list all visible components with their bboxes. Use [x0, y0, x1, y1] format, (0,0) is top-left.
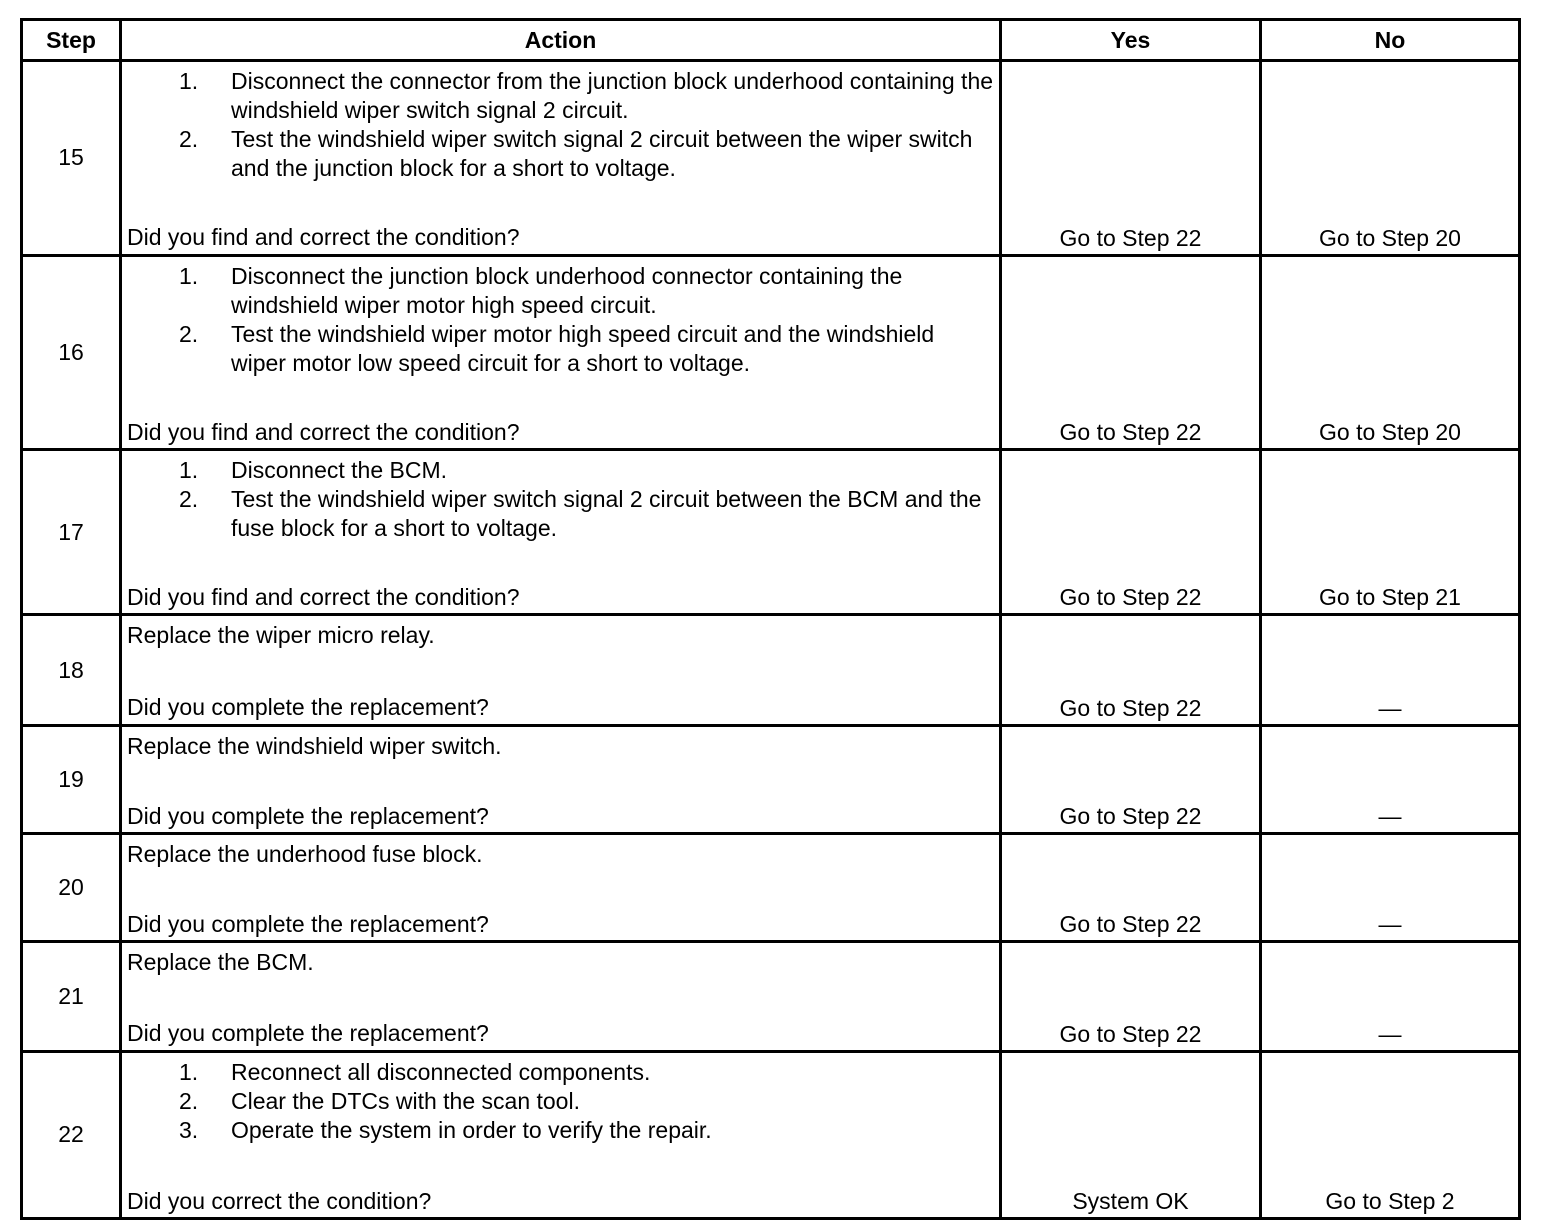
- no-result-cell: [1261, 61, 1520, 256]
- action-content: [122, 1053, 999, 1217]
- yes-result-cell: [1001, 1051, 1261, 1218]
- yes-result-cell: [1001, 255, 1261, 450]
- step-number: 19: [22, 725, 121, 833]
- step-number: 16: [22, 255, 121, 450]
- action-content: [122, 451, 999, 613]
- table-header: [22, 20, 1520, 61]
- action-cell: [121, 61, 1001, 256]
- step-number: 20: [22, 833, 121, 941]
- action-content: [122, 835, 999, 940]
- table-row: [22, 61, 1520, 256]
- action-step-item: [127, 125, 995, 183]
- no-result: Go to Step 2: [1325, 1188, 1455, 1214]
- header-step: Step: [22, 20, 121, 61]
- action-step-text: Disconnect the junction block underhood connector containing the windshield wiper motor high speed circuit.: [231, 262, 903, 318]
- action-cell: [121, 833, 1001, 941]
- no-result-cell: [1261, 725, 1520, 833]
- action-step-number: 2.: [179, 126, 199, 152]
- action-step-text: Disconnect the connector from the junction block underhood containing the windshield wiper switch signal 2 circuit.: [231, 68, 994, 123]
- action-step-item: [127, 320, 995, 378]
- step-number: 21: [22, 942, 121, 1051]
- action-step-item: [127, 1116, 995, 1145]
- no-result: Go to Step 21: [1319, 584, 1461, 611]
- yes-result: System OK: [1072, 1188, 1189, 1214]
- action-step-number: 3.: [179, 1116, 199, 1143]
- header-row: [22, 20, 1520, 61]
- table-row: [22, 1051, 1520, 1218]
- action-question: Did you complete the replacement?: [127, 910, 489, 937]
- action-steps-list: [127, 262, 995, 378]
- no-result: —: [1378, 802, 1402, 829]
- action-step-number: 2.: [179, 320, 199, 347]
- action-steps-list: [127, 67, 995, 183]
- action-cell: [121, 450, 1001, 615]
- action-content: [122, 943, 999, 1049]
- table-row: [22, 725, 1520, 833]
- action-instruction: Replace the windshield wiper switch.: [127, 732, 502, 759]
- table-row: [22, 255, 1520, 450]
- yes-result-cell: [1001, 833, 1261, 941]
- action-step-text: Test the windshield wiper switch signal 2 circuit between the BCM and the fuse block for a short to voltage.: [231, 486, 982, 541]
- action-step-number: 1.: [179, 1058, 199, 1085]
- yes-result: Go to Step 22: [1059, 419, 1202, 445]
- yes-result: Go to Step 22: [1059, 1020, 1202, 1047]
- table-row: [22, 450, 1520, 615]
- no-result: —: [1378, 1020, 1402, 1047]
- table-row: [22, 833, 1520, 941]
- table-body: [22, 61, 1520, 1219]
- yes-result-cell: [1001, 725, 1261, 833]
- action-cell: [121, 1051, 1001, 1218]
- action-step-number: 1.: [179, 457, 199, 483]
- action-steps-list: [127, 456, 995, 543]
- action-step-text: Clear the DTCs with the scan tool.: [231, 1087, 580, 1114]
- action-instruction: Replace the wiper micro relay.: [127, 622, 435, 649]
- action-step-number: 1.: [179, 262, 199, 289]
- action-step-number: 2.: [179, 1087, 199, 1114]
- step-number: 15: [22, 61, 121, 256]
- diagnostic-table: [20, 18, 1521, 1220]
- action-steps-list: [127, 1058, 995, 1145]
- action-step-text: Test the windshield wiper motor high speed circuit and the windshield wiper motor low speed circuit for a short to voltage.: [231, 320, 935, 376]
- action-question: Did you find and correct the condition?: [127, 584, 520, 610]
- yes-result: Go to Step 22: [1059, 224, 1202, 251]
- action-step-item: [127, 485, 995, 543]
- table-row: [22, 942, 1520, 1051]
- action-step-item: [127, 1087, 995, 1116]
- action-content: [122, 257, 999, 448]
- action-step-item: [127, 456, 995, 485]
- action-step-text: Reconnect all disconnected components.: [231, 1058, 651, 1085]
- yes-result: Go to Step 22: [1059, 802, 1202, 829]
- action-instruction: Replace the BCM.: [127, 949, 314, 976]
- action-cell: [121, 255, 1001, 450]
- action-step-number: 2.: [179, 486, 199, 512]
- no-result-cell: [1261, 1051, 1520, 1218]
- no-result-cell: [1261, 942, 1520, 1051]
- action-step-item: [127, 262, 995, 320]
- yes-result-cell: [1001, 942, 1261, 1051]
- action-cell: [121, 942, 1001, 1051]
- yes-result-cell: [1001, 615, 1261, 725]
- action-question: Did you complete the replacement?: [127, 1020, 489, 1047]
- action-content: [122, 727, 999, 832]
- yes-result: Go to Step 22: [1059, 584, 1202, 611]
- no-result-cell: [1261, 833, 1520, 941]
- no-result: Go to Step 20: [1319, 224, 1461, 251]
- step-number: 17: [22, 450, 121, 615]
- table-row: [22, 615, 1520, 725]
- no-result: —: [1378, 694, 1402, 721]
- action-question: Did you find and correct the condition?: [127, 418, 520, 445]
- action-cell: [121, 725, 1001, 833]
- no-result: Go to Step 20: [1319, 419, 1461, 445]
- no-result-cell: [1261, 615, 1520, 725]
- header-no: No: [1261, 20, 1520, 61]
- action-question: Did you correct the condition?: [127, 1187, 432, 1214]
- action-instruction: Replace the underhood fuse block.: [127, 840, 483, 867]
- yes-result: Go to Step 22: [1059, 911, 1202, 938]
- action-step-text: Operate the system in order to verify the repair.: [231, 1116, 712, 1143]
- header-yes: Yes: [1001, 20, 1261, 61]
- action-content: [122, 62, 999, 253]
- yes-result: Go to Step 22: [1059, 694, 1202, 721]
- action-question: Did you complete the replacement?: [127, 802, 489, 829]
- action-content: [122, 616, 999, 723]
- yes-result-cell: [1001, 450, 1261, 615]
- action-step-number: 1.: [179, 68, 199, 94]
- action-step-text: Test the windshield wiper switch signal 2 circuit between the wiper switch and the junction block for a short to voltage.: [231, 126, 973, 181]
- step-number: 18: [22, 615, 121, 725]
- no-result-cell: [1261, 255, 1520, 450]
- action-step-item: [127, 67, 995, 125]
- action-question: Did you find and correct the condition?: [127, 224, 520, 250]
- action-step-text: Disconnect the BCM.: [231, 457, 448, 483]
- action-cell: [121, 615, 1001, 725]
- yes-result-cell: [1001, 61, 1261, 256]
- action-step-item: [127, 1058, 995, 1087]
- step-number: 22: [22, 1051, 121, 1218]
- action-question: Did you complete the replacement?: [127, 694, 489, 721]
- no-result: —: [1378, 911, 1402, 938]
- header-action: Action: [121, 20, 1001, 61]
- no-result-cell: [1261, 450, 1520, 615]
